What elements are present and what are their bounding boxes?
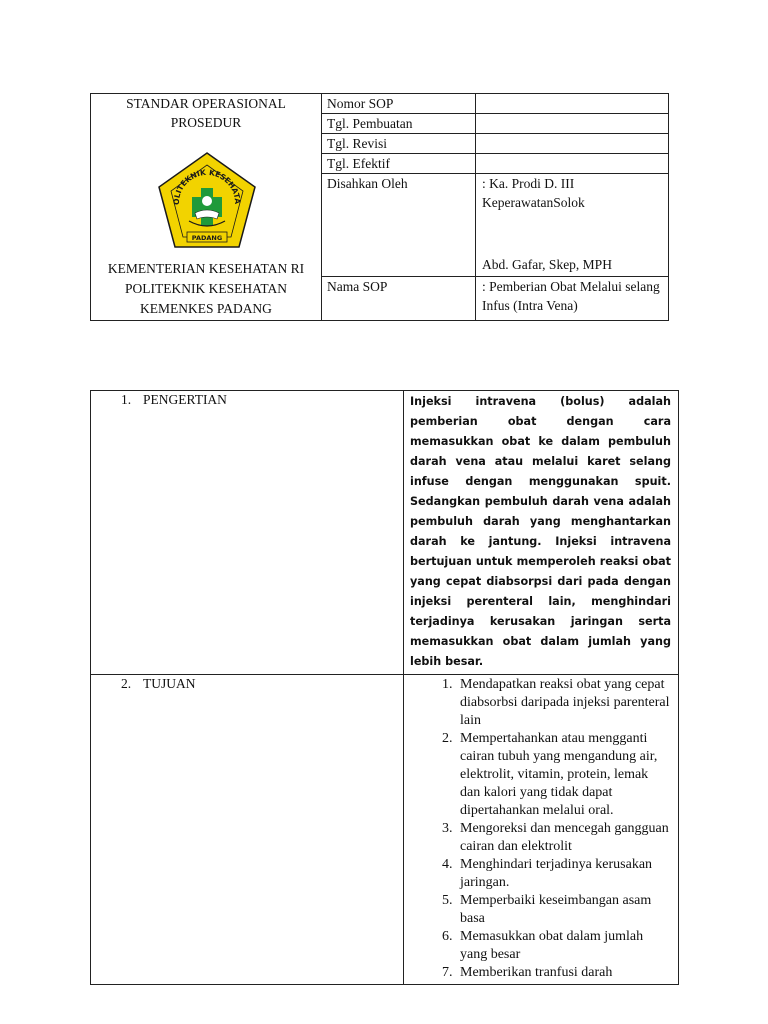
list-item: 7. Memberikan tranfusi darah [456,964,670,982]
logo-banner-text: PADANG [191,234,223,242]
sop-header-table [90,93,669,321]
signatory-name: Abd. Gafar, Skep, MPH [482,257,612,272]
list-item: 6. Memasukkan obat dalam jumlah yang besar [456,928,670,964]
tgl-efektif-value [476,154,669,174]
section-pengertian-text: Injeksi intravena (bolus) adalah pemberian obat dengan cara memasukkan obat ke dalam pembuluh darah vena atau melalui karet selang infuse dengan menggunakan spuit. Sedangkan pembuluh darah vena adalah pembuluh darah yang menghantarkan darah ke jantung. Injeksi intravena bertujuan untuk memperoleh reaksi obat yang cepat diabsorpsi dari pada dengan injeksi perenteral lain, menghindari terjadinya kerusakan jaringan serta memasukkan obat dalam jumlah yang lebih besar. [404,391,679,675]
list-item: 2. Mempertahankan atau mengganti cairan tubuh yang mengandung air, elektrolit, vitamin, protein, lemak dan kalori yang tidak dapat dipertahankan melalui oral. [456,730,670,820]
nomor-sop-label: Nomor SOP [322,94,476,114]
nama-sop-label: Nama SOP [322,277,476,321]
tujuan-list [418,676,670,982]
section-pengertian-heading: 1. PENGERTIAN [91,391,404,675]
institution-name: KEMENTERIAN KESEHATAN RI POLITEKNIK KESEHATAN KEMENKES PADANG [107,261,305,316]
sop-body-table [90,390,679,985]
svg-text:POLITEKNIK KESEHATAN: OLITEKNIK KESEHATA [171,167,243,206]
nomor-sop-value [476,94,669,114]
nama-sop-value: : Pemberian Obat Melalui selang Infus (Intra Vena) [476,277,669,321]
section-tujuan-heading: 2. TUJUAN [91,675,404,985]
list-item: 1. Mendapatkan reaksi obat yang cepat diabsorbsi daripada injeksi parenteral lain [456,676,670,730]
tgl-revisi-label: Tgl. Revisi [322,134,476,154]
disahkan-oleh-label: Disahkan Oleh [322,174,476,277]
disahkan-oleh-value: : Ka. Prodi D. III KeperawatanSolok Abd. Gafar, Skep, MPH [476,174,669,277]
list-item: 5. Memperbaiki keseimbangan asam basa [456,892,670,928]
tgl-efektif-label: Tgl. Efektif [322,154,476,174]
list-item: 3. Mengoreksi dan mencegah gangguan cairan dan elektrolit [456,820,670,856]
tgl-pembuatan-value [476,114,669,134]
list-item: 4. Menghindari terjadinya kerusakan jaringan. [456,856,670,892]
institution-cell [91,94,322,321]
sop-title: STANDAR OPERASIONAL PROSEDUR [126,96,286,130]
tgl-revisi-value [476,134,669,154]
tgl-pembuatan-label: Tgl. Pembuatan [322,114,476,134]
politeknik-logo-icon [155,149,259,253]
section-tujuan-list-cell [404,675,679,985]
